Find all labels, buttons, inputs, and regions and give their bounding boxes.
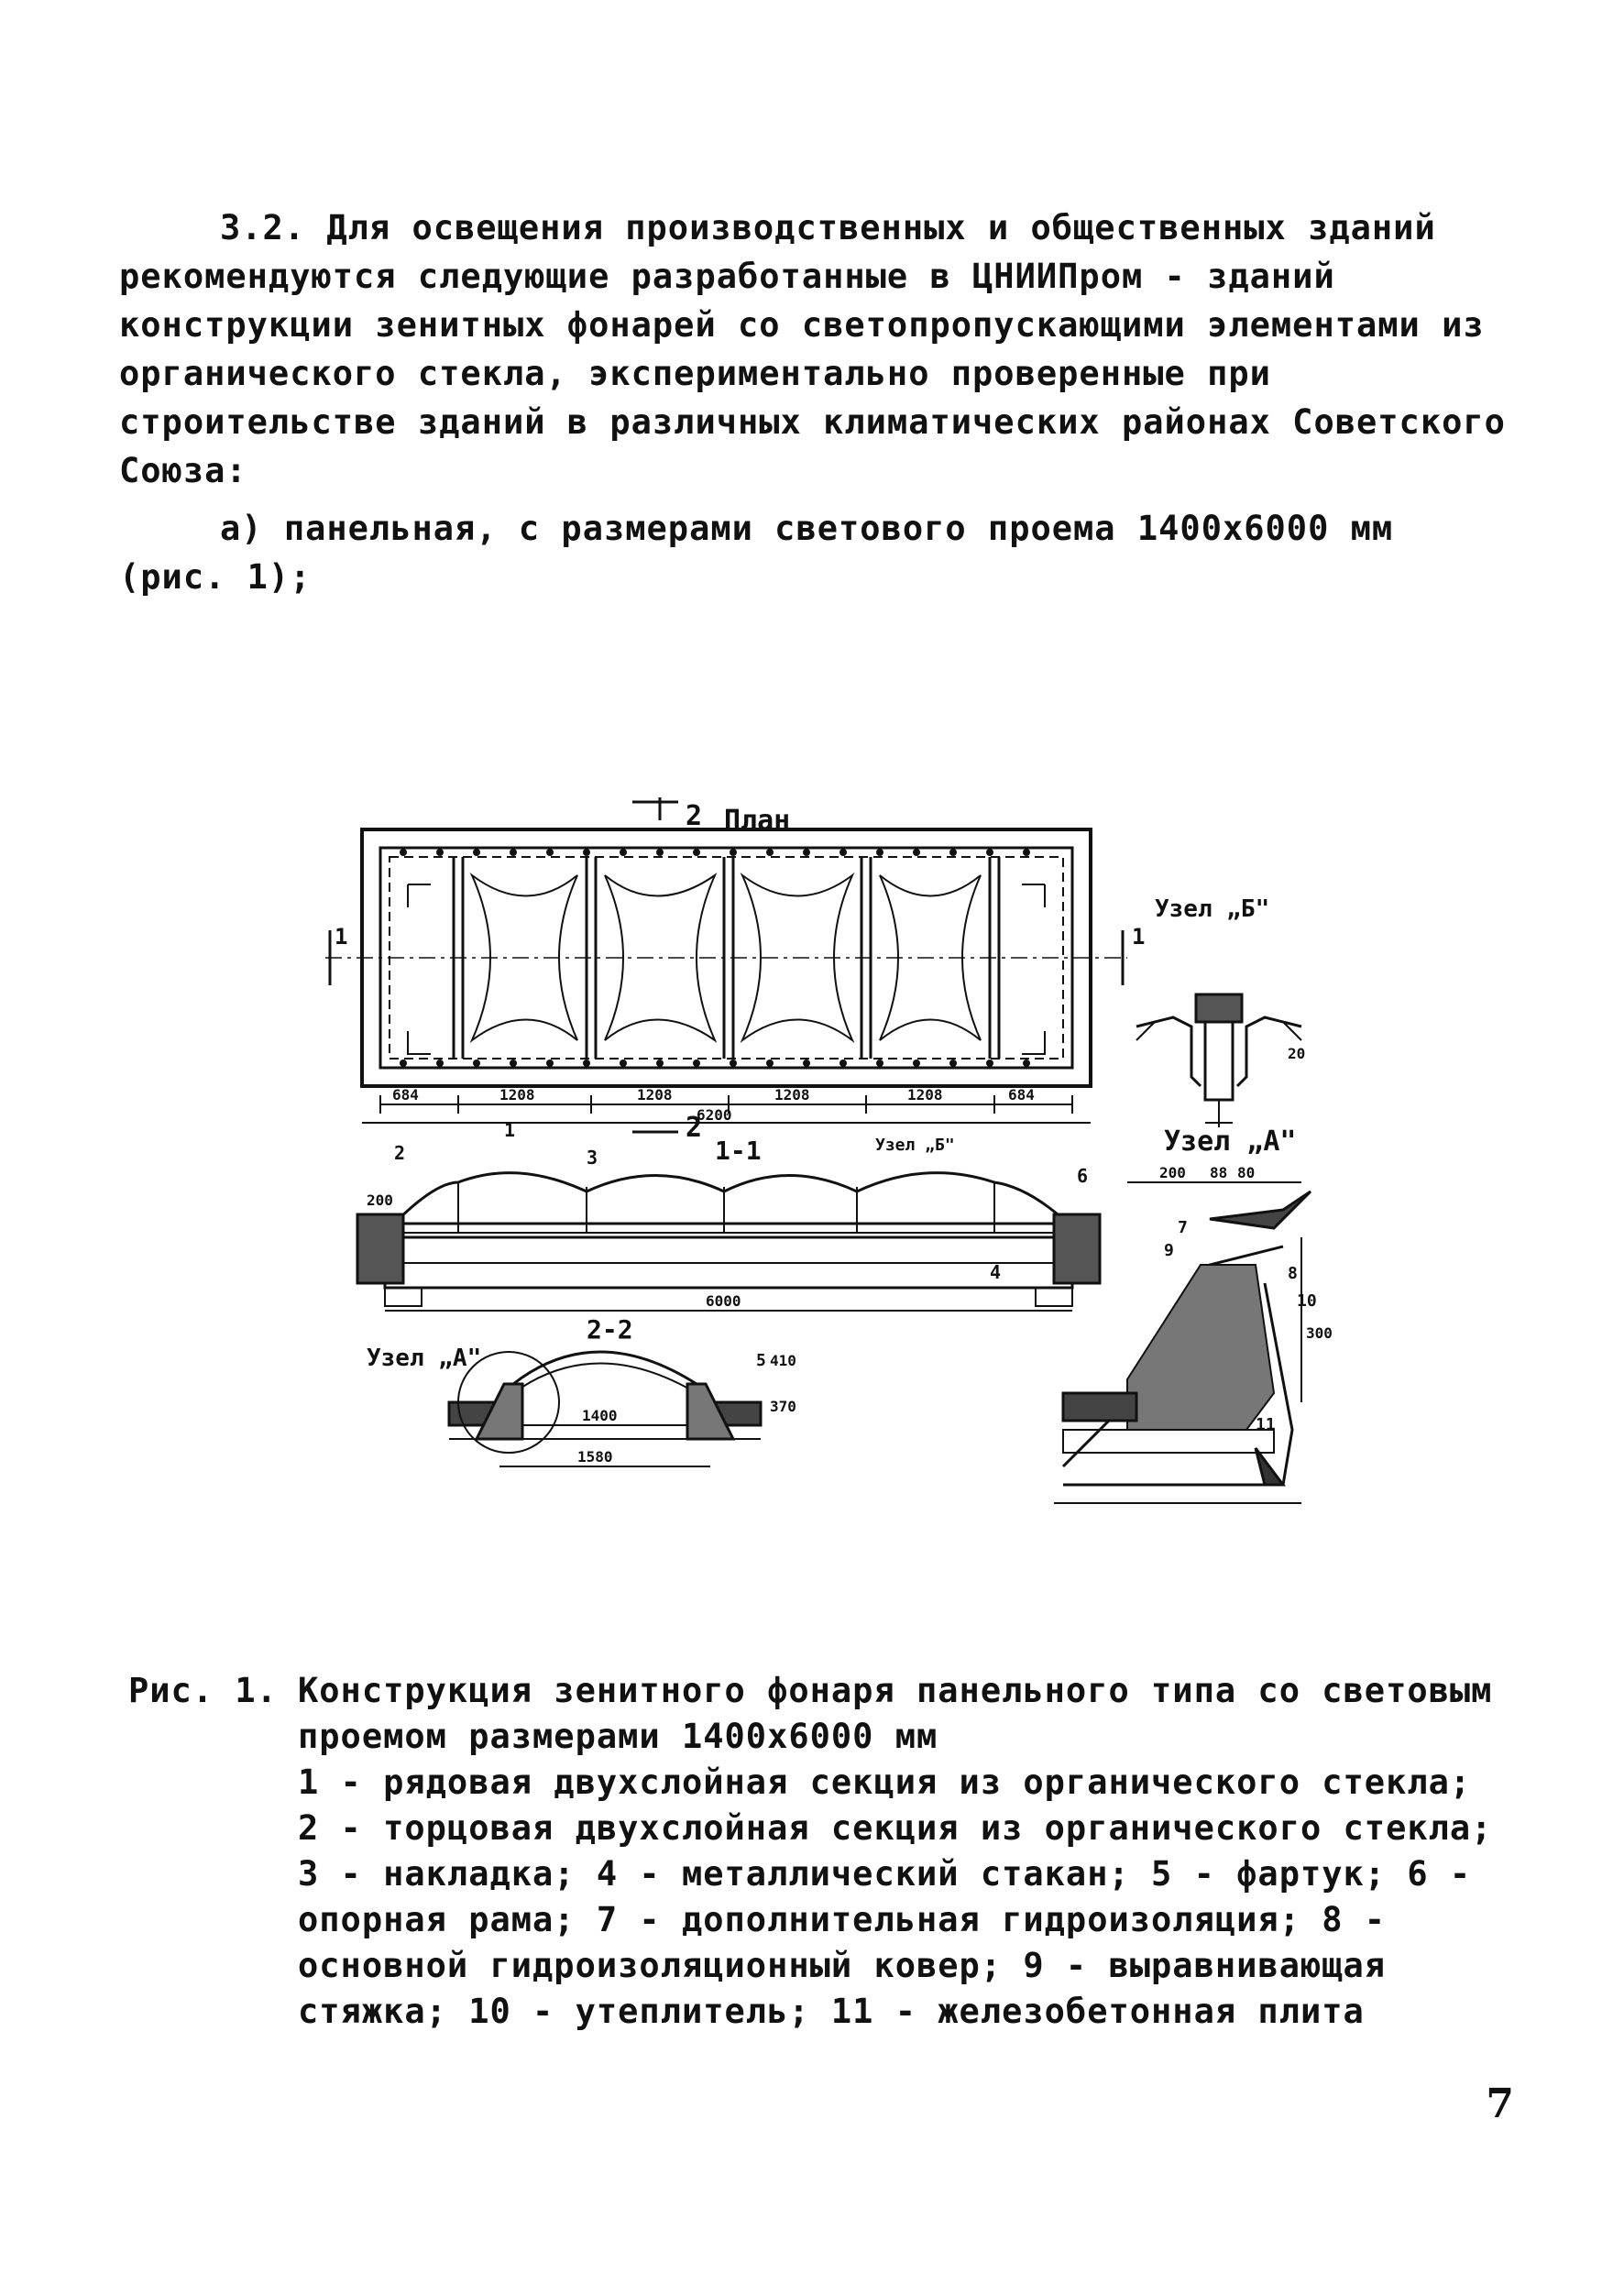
dim-1400: 1400 <box>582 1407 618 1424</box>
node-b-detail <box>1136 994 1301 1127</box>
plan-total: 6200 <box>697 1106 732 1124</box>
figure-caption <box>128 1668 1512 2035</box>
plan-dim-1: 684 <box>392 1086 419 1104</box>
dim-200: 200 <box>367 1191 393 1209</box>
node-a-small-title: Узел „А" <box>367 1345 482 1372</box>
plan-dim-4: 1208 <box>774 1086 810 1104</box>
dim-20: 20 <box>1288 1045 1306 1062</box>
node-a-title: Узел „А" <box>1164 1126 1297 1158</box>
caption-label: Рис. 1. <box>128 1671 278 1710</box>
section-2-2-title: 2-2 <box>587 1314 633 1345</box>
plan-title: План <box>724 805 791 837</box>
node-b-ref: Узел „Б" <box>875 1136 955 1155</box>
cut-right: 1 <box>1132 924 1146 950</box>
callout-2: 2 <box>394 1142 406 1164</box>
node-a-dim-88: 88 <box>1210 1164 1228 1181</box>
plan-dim-2: 1208 <box>499 1086 535 1104</box>
plan-dim-6: 684 <box>1008 1086 1035 1104</box>
dim-370: 370 <box>770 1398 796 1415</box>
cut-2-bottom: 2 <box>686 1112 703 1144</box>
callout-6: 6 <box>1077 1165 1089 1187</box>
cut-2-top: 2 <box>686 800 703 832</box>
section-total: 6000 <box>706 1292 741 1310</box>
callout-11: 11 <box>1256 1415 1276 1434</box>
plan-view <box>325 797 1127 1132</box>
callout-9: 9 <box>1164 1241 1174 1260</box>
callout-3: 3 <box>587 1147 598 1169</box>
callout-4: 4 <box>990 1261 1002 1283</box>
section-1-1-title: 1-1 <box>715 1136 762 1166</box>
page-number: 7 <box>1486 2081 1514 2127</box>
cut-left: 1 <box>335 924 348 950</box>
plan-dim-3: 1208 <box>637 1086 673 1104</box>
node-a-dim-300: 300 <box>1306 1324 1333 1342</box>
dim-1580: 1580 <box>577 1448 613 1466</box>
callout-5: 5 <box>756 1351 766 1370</box>
node-a-dim-200: 200 <box>1159 1164 1186 1181</box>
node-b-title: Узел „Б" <box>1155 895 1270 923</box>
callout-10: 10 <box>1297 1291 1317 1311</box>
section-1-1 <box>357 1173 1100 1311</box>
paragraph-text: 3.2. Для освещения производственных и общественных зданий рекомендуются следующие разработанные в ЦНИИПром - зданий конструкции зенитных фонарей со светопропускающими элементами из органического стекла, экспериментально проверенные при строительстве зданий в различных климатических районах Советского Союза: <box>119 208 1506 490</box>
plan-dim-5: 1208 <box>907 1086 943 1104</box>
node-a-dim-80: 80 <box>1237 1164 1256 1181</box>
caption-title: Конструкция зенитного фонаря панельного типа со световым проемом размерами 1400х6000 мм <box>298 1671 1493 1756</box>
callout-7: 7 <box>1178 1218 1188 1237</box>
paragraph-a-text: а) панельная, с размерами светового проема 1400х6000 мм (рис. 1); <box>119 509 1394 597</box>
caption-legend: 1 - рядовая двухслойная секция из органического стекла; 2 - торцовая двухслойная секция из органического стекла; 3 - накладка; 4 - металлический стакан; 5 - фартук; 6 - опорная рама; 7 - дополнительная гидроизоляция; 8 - основной гидроизоляционный ковер; 9 - выравнивающая стяжка; 10 - утеплитель; 11 - железобетонная плита <box>298 1762 1493 2031</box>
callout-1: 1 <box>504 1119 516 1141</box>
callout-8: 8 <box>1288 1264 1298 1283</box>
dim-410: 410 <box>770 1352 796 1369</box>
